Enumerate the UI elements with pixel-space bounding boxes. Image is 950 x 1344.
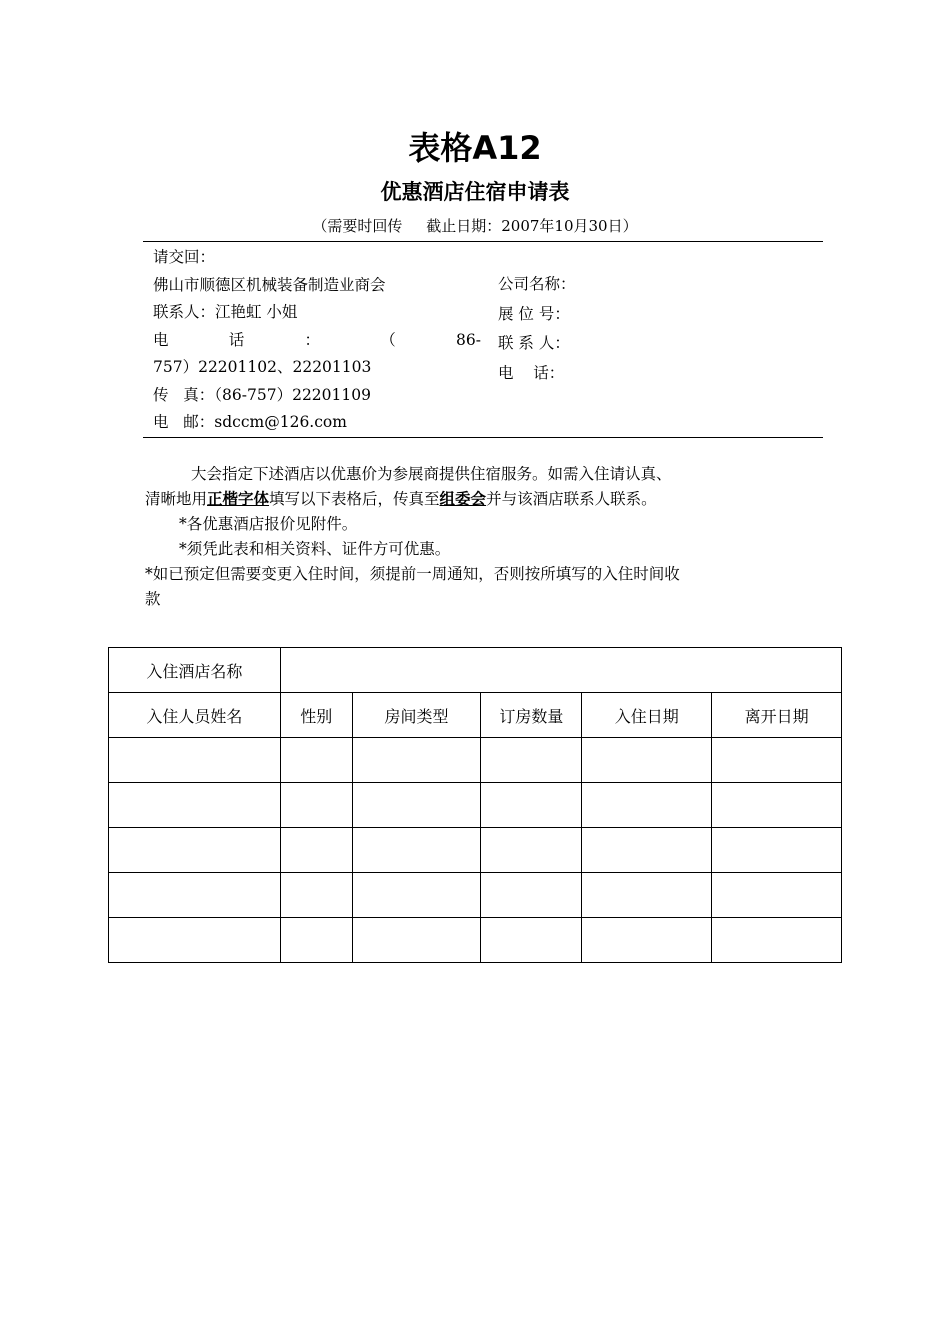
gender-cell[interactable] — [280, 873, 352, 918]
check-in-cell[interactable] — [582, 783, 712, 828]
table-header-row — [109, 693, 842, 738]
table-row — [109, 828, 842, 873]
phone-label-char-1: 电 — [153, 330, 169, 349]
check-out-cell[interactable] — [712, 738, 842, 783]
note-documents: *须凭此表和相关资料、证件方可优惠。 — [179, 540, 451, 558]
table-row — [109, 738, 842, 783]
phone-label-char-2: 话 — [228, 330, 245, 349]
phone-country-code: 86- — [456, 330, 481, 349]
page-title: 表格A12 — [408, 129, 542, 167]
room-type-cell[interactable] — [352, 828, 481, 873]
table-row — [109, 783, 842, 828]
room-count-cell[interactable] — [481, 828, 582, 873]
emphasis-organizing-committee: 组委会 — [439, 490, 487, 508]
applicant-phone-field[interactable]: 电 话： — [498, 363, 565, 382]
instruction-line-1: 大会指定下述酒店以优惠价为参展商提供住宿服务。如需入住请认真、 — [191, 465, 672, 483]
hotel-name-row — [109, 648, 842, 693]
gender-cell[interactable] — [280, 783, 352, 828]
room-count-cell[interactable] — [481, 738, 582, 783]
note-change-policy-cont: 款 — [145, 590, 161, 608]
blank-rows — [109, 738, 842, 963]
emphasis-regular-script: 正楷字体 — [207, 490, 270, 508]
check-in-cell[interactable] — [582, 738, 712, 783]
organizer-phone-row — [153, 327, 481, 355]
booth-number-field[interactable]: 展 位 号： — [498, 304, 570, 323]
check-in-cell[interactable] — [582, 873, 712, 918]
phone-open-paren: （ — [380, 330, 396, 349]
room-count-cell[interactable] — [481, 918, 582, 963]
check-out-cell[interactable] — [712, 828, 842, 873]
form-subtitle: 优惠酒店住宿申请表 — [380, 180, 570, 204]
guest-name-cell[interactable] — [109, 873, 281, 918]
room-type-cell[interactable] — [352, 738, 481, 783]
return-to-label: 请交回： — [153, 248, 216, 266]
col-guest-name: 入住人员姓名 — [109, 693, 281, 738]
gender-cell[interactable] — [280, 918, 352, 963]
company-name-field[interactable]: 公司名称： — [498, 275, 576, 293]
room-count-cell[interactable] — [481, 873, 582, 918]
note-price-list: *各优惠酒店报价见附件。 — [179, 515, 358, 533]
col-room-type: 房间类型 — [352, 693, 481, 738]
phone-colon: ： — [304, 330, 321, 349]
applicant-contact-field[interactable]: 联 系 人： — [498, 334, 570, 352]
check-out-cell[interactable] — [712, 918, 842, 963]
deadline-note: （需要时回传 截止日期：2007年10月30日） — [312, 217, 638, 235]
booking-table — [108, 647, 842, 963]
organizer-contact-block — [153, 244, 483, 437]
guest-name-cell[interactable] — [109, 738, 281, 783]
room-type-cell[interactable] — [352, 873, 481, 918]
col-gender: 性别 — [280, 693, 352, 738]
check-in-cell[interactable] — [582, 828, 712, 873]
organizer-phone-numbers: 757）22201102、22201103 — [153, 358, 372, 376]
room-type-cell[interactable] — [352, 783, 481, 828]
room-type-cell[interactable] — [352, 918, 481, 963]
applicant-info-block — [498, 270, 576, 388]
table-row — [109, 873, 842, 918]
check-out-cell[interactable] — [712, 783, 842, 828]
instruction-line-2: 清晰地用正楷字体填写以下表格后，传真至组委会并与该酒店联系人联系。 — [145, 490, 657, 508]
guest-name-cell[interactable] — [109, 918, 281, 963]
guest-name-cell[interactable] — [109, 828, 281, 873]
table-row — [109, 918, 842, 963]
col-check-out: 离开日期 — [712, 693, 842, 738]
note-change-policy: *如已预定但需要变更入住时间，须提前一周通知，否则按所填写的入住时间收 — [145, 565, 680, 583]
col-room-count: 订房数量 — [481, 693, 582, 738]
gender-cell[interactable] — [280, 738, 352, 783]
top-divider — [143, 241, 823, 242]
organizer-contact-person: 联系人：江艳虹 小姐 — [153, 303, 298, 321]
hotel-name-input[interactable] — [280, 648, 841, 693]
bottom-divider — [143, 437, 823, 438]
hotel-name-label: 入住酒店名称 — [109, 648, 281, 693]
organizer-name: 佛山市顺德区机械装备制造业商会 — [153, 275, 386, 294]
organizer-fax: 传 真：（86-757）22201109 — [153, 385, 371, 404]
organizer-email: 电 邮：sdccm@126.com — [153, 413, 347, 431]
check-out-cell[interactable] — [712, 873, 842, 918]
guest-name-cell[interactable] — [109, 783, 281, 828]
col-check-in: 入住日期 — [582, 693, 712, 738]
instructions — [145, 462, 825, 612]
room-count-cell[interactable] — [481, 783, 582, 828]
gender-cell[interactable] — [280, 828, 352, 873]
check-in-cell[interactable] — [582, 918, 712, 963]
